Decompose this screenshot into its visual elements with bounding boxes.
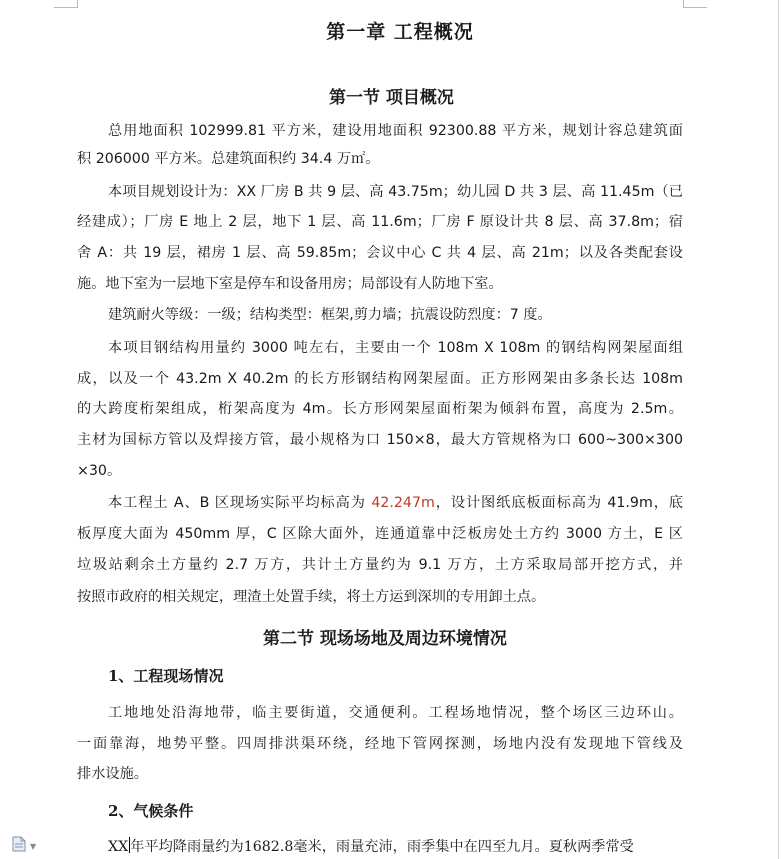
paragraph-line: ×30。 <box>77 463 122 479</box>
paragraph-line: 总用地面积 102999.81 平方米，建设用地面积 92300.88 平方米，规划计容总建筑面 <box>108 123 683 139</box>
paragraph-line: 排水设施。 <box>77 766 148 782</box>
paragraph-line: 工地地处沿海地带，临主要街道，交通便利。工程场地情况，整个场区三边环山。 <box>108 705 683 721</box>
paragraph-line: 积 206000 平方米。总建筑面积约 34.4 万㎡。 <box>77 151 380 167</box>
paragraph-line: 经建成）；厂房 E 地上 2 层，地下 1 层、高 11.6m；厂房 F 原设计共 8 层、高 37.8m；宿 <box>77 214 683 230</box>
paragraph-line: 施。地下室为一层地下室是停车和设备用房；局部设有人防地下室。 <box>77 276 503 292</box>
paragraph-line: 本项目规划设计为：XX 厂房 B 共 9 层、高 43.75m；幼儿园 D 共 3 层、高 11.45m（已 <box>108 184 683 200</box>
paragraph-line: 本项目钢结构用量约 3000 吨左右，主要由一个 108m X 108m 的钢结构网架屋面组 <box>108 340 683 356</box>
paragraph-line: 按照市政府的相关规定，理渣土处置手续，将土方运到深圳的专用卸土点。 <box>77 589 546 605</box>
paragraph-line: 垃圾站剩余土方量约 2.7 万方，共计土方量约为 9.1 万方，土方采取局部开挖方式，并 <box>77 557 683 573</box>
paragraph-line: 舍 A：共 19 层，裙房 1 层、高 59.85m；会议中心 C 共 4 层、高 21m；以及各类配套设 <box>77 245 683 261</box>
paragraph-line: 成，以及一个 43.2m X 40.2m 的长方形钢结构网架屋面。正方形网架由多条长达 108m <box>77 371 683 387</box>
subsection-2-title: 2、气候条件 <box>108 802 194 820</box>
paragraph-line: 板厚度大面为 450mm 厚，C 区除大面外，连通道靠中泛板房处土方约 3000 方土，E 区 <box>77 526 683 542</box>
paragraph-line: 建筑耐火等级：一级；结构类型：框架,剪力墙；抗震设防烈度：7 度。 <box>108 307 552 323</box>
text-run: 本工程土 A、B 区现场实际平均标高为 <box>108 495 372 511</box>
section-2-title: 第二节 现场场地及周边环境情况 <box>263 629 507 649</box>
crop-mark-top-right-h <box>683 7 707 8</box>
crop-mark-top-left-h <box>54 7 78 8</box>
paragraph-line: 一面靠海，地势平整。四周排洪渠环绕，经地下管网探测，场地内没有发现地下管线及 <box>77 736 683 752</box>
highlighted-elevation: 42.247m <box>371 495 435 511</box>
dropdown-arrow-icon[interactable]: ▼ <box>30 842 37 851</box>
text-run: XX <box>108 839 129 855</box>
document-icon[interactable] <box>12 836 26 852</box>
section-1-title: 第一节 项目概况 <box>329 88 454 108</box>
subsection-1-title: 1、工程现场情况 <box>108 667 224 685</box>
paragraph-line: 的大跨度桁架组成，桁架高度为 4m。长方形网架屋面桁架为倾斜布置，高度为 2.5m。 <box>77 401 683 417</box>
page-edge <box>778 0 779 859</box>
text-run: ，设计图纸底板面标高为 41.9m，底 <box>434 495 683 511</box>
text-run: 年平均降雨量约为1682.8毫米，雨量充沛，雨季集中在四至九月。夏秋两季常受 <box>130 839 634 855</box>
chapter-title: 第一章 工程概况 <box>326 21 474 43</box>
paragraph-line <box>108 493 683 513</box>
paragraph-line[interactable] <box>108 837 683 857</box>
paragraph-line: 主材为国标方管以及焊接方管，最小规格为口 150×8，最大方管规格为口 600~300×300 <box>77 432 683 448</box>
